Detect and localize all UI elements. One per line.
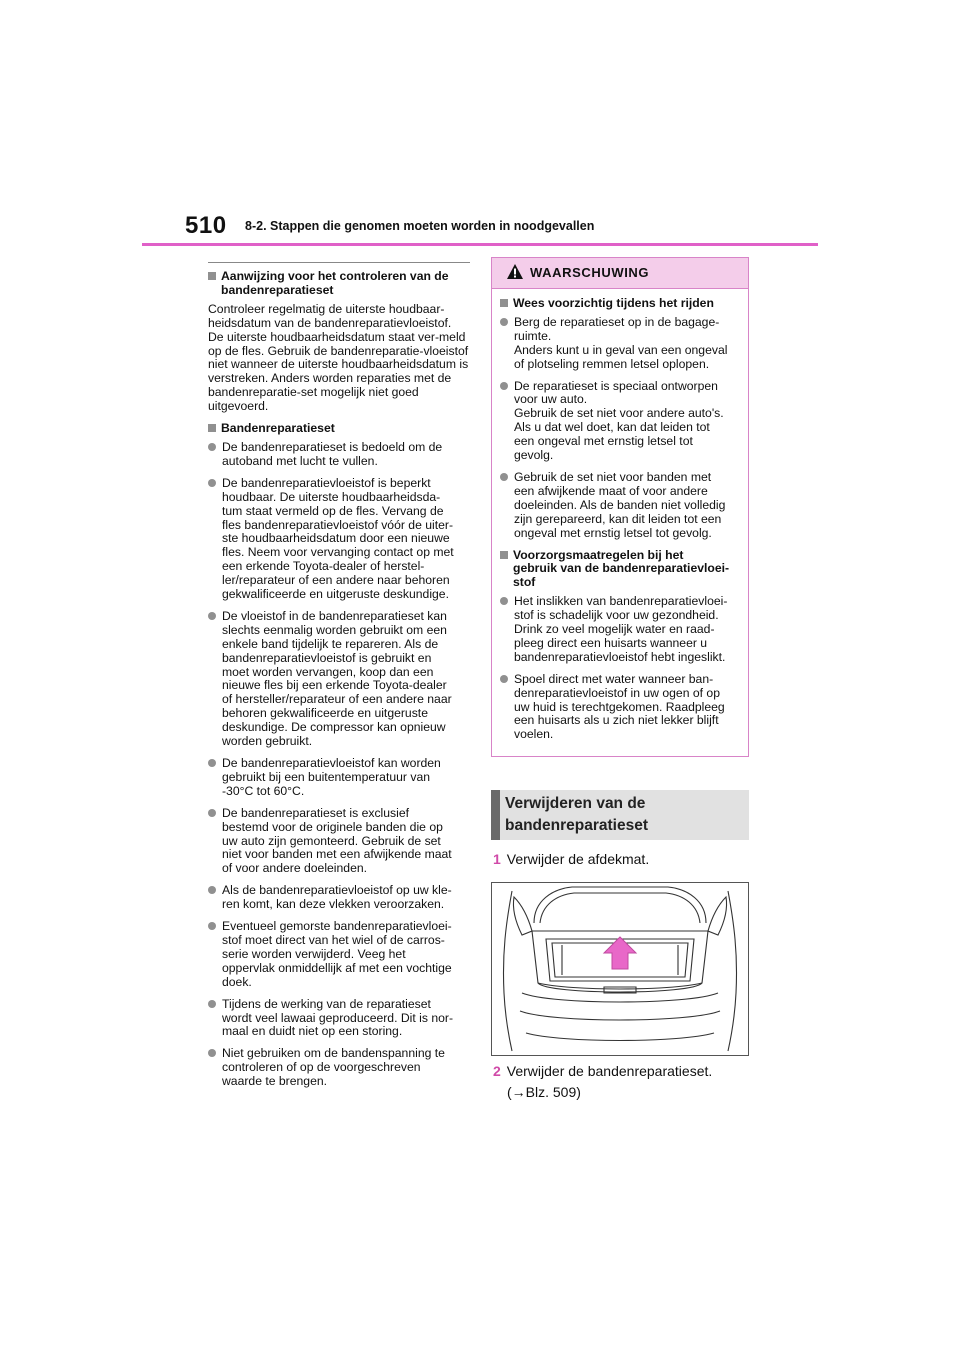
divider [208, 262, 470, 263]
bullet-icon [208, 441, 222, 469]
square-bullet-icon [208, 422, 221, 436]
list-item: Het inslikken van bandenreparatievloei- stof is schadelijk voor uw gezondheid. Drink zo veel mogelijk water en raad- pleeg direct een huisarts wanneer u bandenreparatievloeistof hebt ingeslikt. [500, 595, 740, 665]
bullet-icon [500, 673, 514, 743]
bullet-icon [500, 595, 514, 665]
paragraph-expiry: Controleer regelmatig de uiterste houdbaar-heidsdatum van de bandenreparatievloeistof. De uiterste houdbaarheidsdatum staat ver-meld op de fles. Gebruik de bandenreparatie-vloeistof niet wanneer de uiterste houdbaarheidsdatum is verstreken. Anders worden reparaties met de bandenreparatie-set mogelijk niet goed uitgevoerd. [208, 301, 469, 414]
list-item: De bandenreparatievloeistof is beperkt houdbaar. De uiterste houdbaarheidsda- tum staat vermeld op de fles. Vervang de fles bandenreparatievloeistof vóór de uiter- ste houdbaarheidsdatum door een nieuwe fles. Neem voor vervanging contact op met een erkende Toyota-dealer of herstel- ler/reparateur of een andere naar behoren gekwalificeerde en uitgeruste deskundige. [208, 477, 470, 602]
list-item: De bandenreparatieset is exclusief bestemd voor de originele banden die op uw auto zijn gemonteerd. Gebruik de set niet voor banden met een afwijkende maat of voor andere doeleinden. [208, 807, 470, 877]
section-heading-title: Verwijderen van de bandenreparatieset [505, 795, 648, 834]
header-rule [142, 243, 818, 246]
page-number: 510 [185, 212, 227, 239]
heading-precautions: Voorzorgsmaatregelen bij het gebruik van de bandenreparatievloei- stof [500, 549, 740, 591]
section-title: 8-2. Stappen die genomen moeten worden in noodgevallen [245, 219, 595, 233]
bullet-icon [208, 757, 222, 799]
heading-check-kit: Aanwijzing voor het controleren van de bandenreparatieset [208, 270, 470, 298]
bullet-icon [208, 807, 222, 877]
warning-triangle-icon [506, 263, 524, 280]
bullet-icon [208, 1047, 222, 1089]
warning-title: WAARSCHUWING [530, 265, 650, 281]
list-item: De vloeistof in de bandenreparatieset kan slechts eenmalig worden gebruikt om een enkele band tijdelijk te repareren. Als de bandenreparatievloeistof is gebruikt en moet worden vervangen, koop dan een nieuwe fles bij een erkende Toyota-dealer of hersteller/reparateur of een andere naar behoren gekwalificeerde en uitgeruste deskundige. De compressor kan opnieuw worden gebruikt. [208, 610, 470, 749]
list-item: Tijdens de werking van de reparatieset wordt veel lawaai geproduceerd. Dit is nor- maal en duidt niet op een storing. [208, 998, 470, 1040]
section-heading-bar [491, 790, 500, 840]
section-heading [491, 790, 749, 840]
bullet-icon [208, 610, 222, 749]
warning-header [492, 258, 748, 289]
bullet-icon [500, 471, 514, 541]
bullet-icon [208, 920, 222, 990]
bullet-icon [208, 884, 222, 912]
list-item: Berg de reparatieset op in de bagage- ruimte. Anders kunt u in geval van een ongeval of plotseling remmen letsel oplopen. [500, 316, 740, 372]
heading-repair-kit: Bandenreparatieset [208, 422, 470, 436]
warning-body [492, 289, 748, 742]
trunk-illustration [491, 882, 749, 1056]
step-text: Verwijder de bandenreparatieset. [506, 1063, 713, 1079]
list-item: De bandenreparatievloeistof kan worden gebruikt bij een buitentemperatuur van -30°C tot 60°C. [208, 757, 470, 799]
square-bullet-icon [208, 270, 221, 298]
page-header [0, 0, 960, 250]
step-number: 2 [493, 1063, 501, 1079]
step-2 [493, 1063, 712, 1079]
step-1 [493, 851, 649, 867]
left-column [208, 262, 470, 1097]
list-item: De reparatieset is speciaal ontworpen voor uw auto. Gebruik de set niet voor andere auto's. Als u dat wel doet, kan dat leiden tot een ongeval met ernstig letsel tot gevolg. [500, 380, 740, 463]
bullet-icon [500, 316, 514, 372]
page-reference: (→Blz. 509) [507, 1084, 581, 1100]
right-column [491, 257, 749, 757]
list-item: Eventueel gemorste bandenreparatievloei- stof moet direct van het wiel of de carros- serie worden verwijderd. Veeg het oppervlak onmiddellijk af met een vochtige doek. [208, 920, 470, 990]
heading-drive-careful: Wees voorzichtig tijdens het rijden [500, 297, 740, 311]
step-number: 1 [493, 851, 501, 867]
list-item: De bandenreparatieset is bedoeld om de autoband met lucht te vullen. [208, 441, 470, 469]
list-item: Niet gebruiken om de bandenspanning te controleren of op de voorgeschreven waarde te brengen. [208, 1047, 470, 1089]
list-item: Spoel direct met water wanneer ban- denreparatievloeistof in uw ogen of op uw huid is terechtgekomen. Raadpleeg een huisarts als u zich niet lekker blijft voelen. [500, 673, 740, 743]
list-item: Als de bandenreparatievloeistof op uw kle- ren komt, kan deze vlekken veroorzaken. [208, 884, 470, 912]
warning-box [491, 257, 749, 757]
bullet-icon [208, 998, 222, 1040]
list-item: Gebruik de set niet voor banden met een afwijkende maat of voor andere doeleinden. Als de banden niet volledig zijn gerepareerd, kan dit leiden tot een ongeval met ernstig letsel tot gevolg. [500, 471, 740, 541]
square-bullet-icon [500, 549, 513, 591]
car-trunk-drawing [492, 883, 748, 1055]
bullet-icon [208, 477, 222, 602]
step-text: Verwijder de afdekmat. [506, 851, 650, 867]
square-bullet-icon [500, 297, 513, 311]
bullet-icon [500, 380, 514, 463]
